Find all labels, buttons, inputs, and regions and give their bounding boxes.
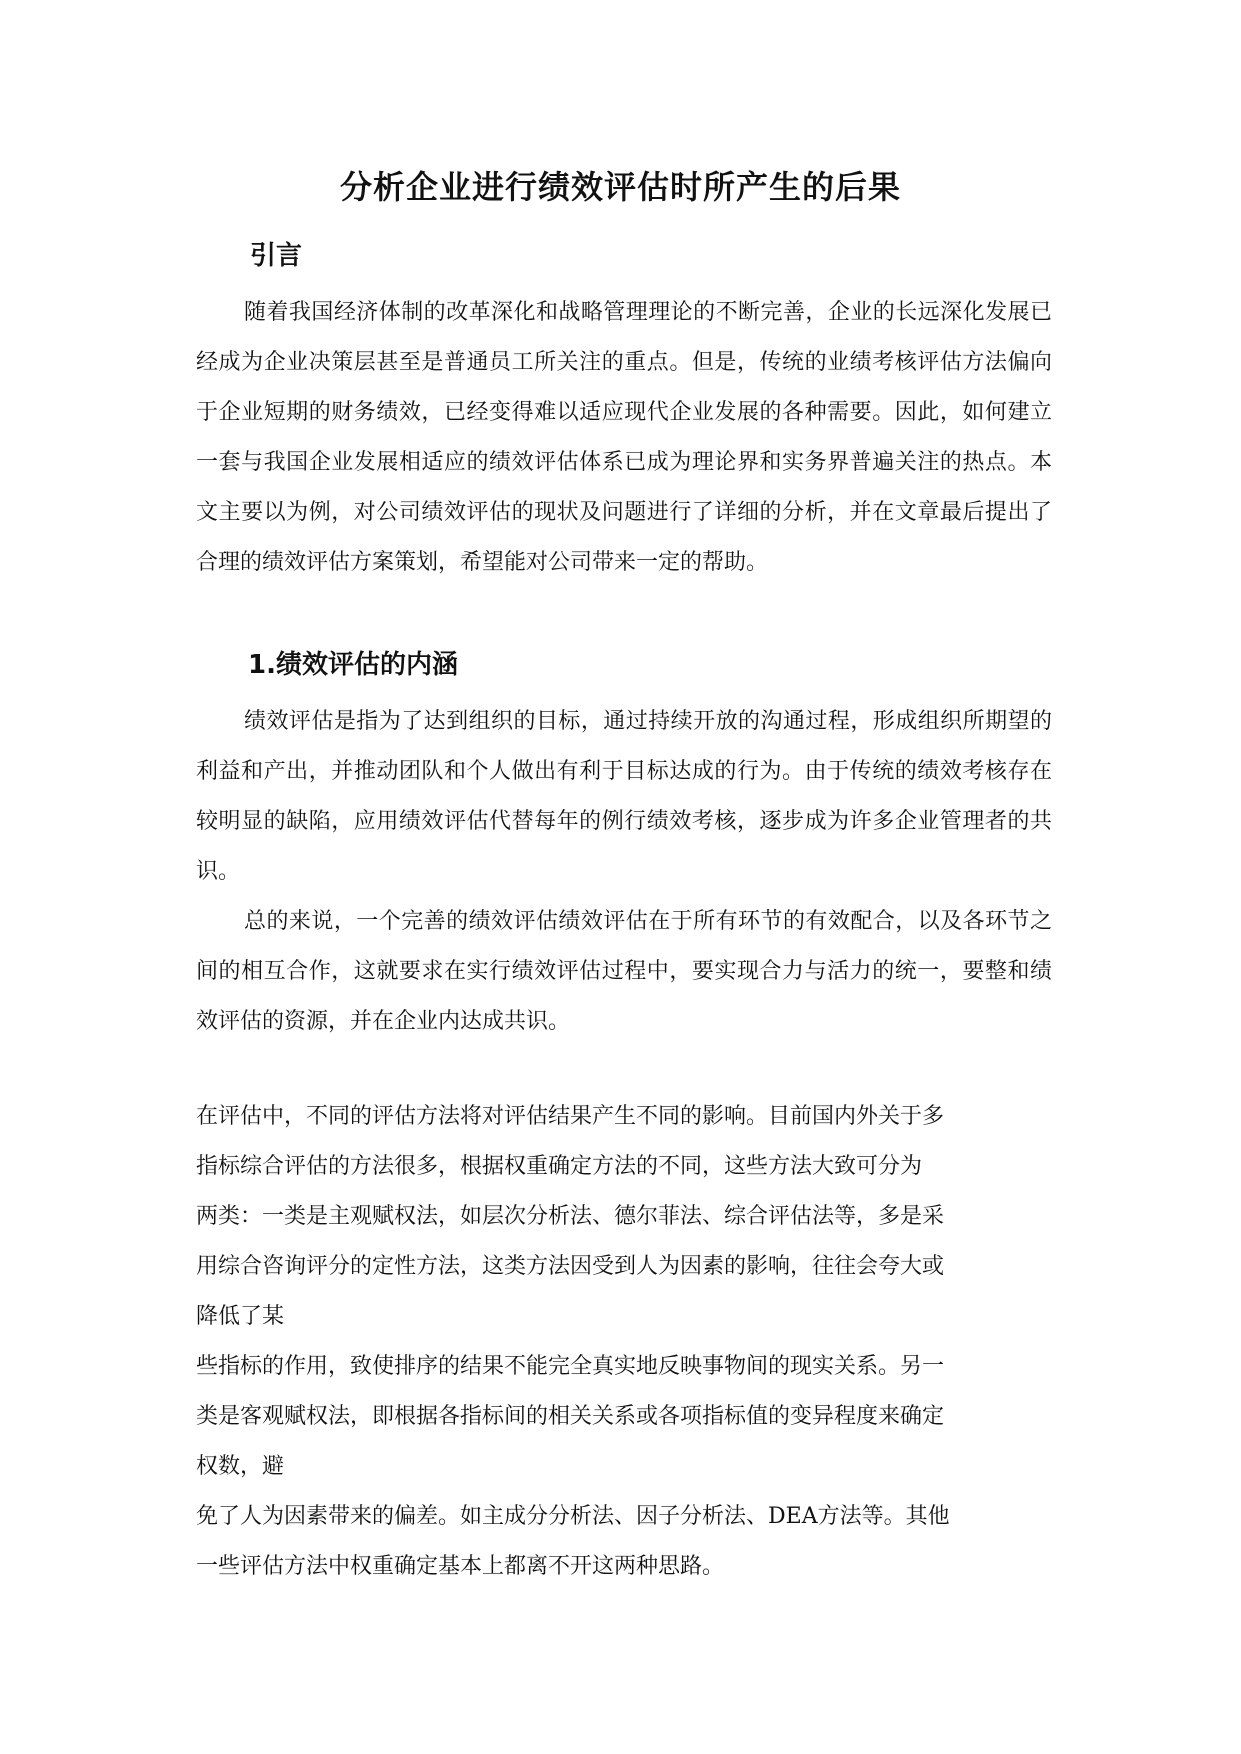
intro-paragraph: 随着我国经济体制的改革深化和战略管理理论的不断完善，企业的长远深化发展已经成为企业决策层甚至是普通员工所关注的重点。但是，传统的业绩考核评估方法偏向于企业短期的财务绩效，已经变得难以适应现代企业发展的各种需要。因此，如何建立一套与我国企业发展相适应的绩效评估体系已成为理论界和实务界普遍关注的热点。本文主要以为例，对公司绩效评估的现状及问题进行了详细的分析，并在文章最后提出了合理的绩效评估方案策划，希望能对公司带来一定的帮助。 [196,300,1052,575]
intro-heading: 引言 [250,241,303,271]
section-1-heading: 1.绩效评估的内涵 [248,650,458,680]
methods-line: 用综合咨询评分的定性方法，这类方法因受到人为因素的影响，往往会夸大或 [196,1254,945,1279]
methods-line: 些指标的作用，致使排序的结果不能完全真实地反映事物间的现实关系。另一 [196,1354,945,1379]
section-1-paragraph-definition: 绩效评估是指为了达到组织的目标，通过持续开放的沟通过程，形成组织所期望的利益和产出，并推动团队和个人做出有利于目标达成的行为。由于传统的绩效考核存在较明显的缺陷，应用绩效评估代替每年的例行绩效考核，逐步成为许多企业管理者的共识。 [196,709,1052,884]
document-title: 分析企业进行绩效评估时所产生的后果 [339,168,901,206]
methods-line: 两类：一类是主观赋权法，如层次分析法、德尔菲法、综合评估法等，多是采 [196,1204,945,1229]
methods-line: 权数，避 [196,1454,285,1479]
methods-line: 降低了某 [196,1304,285,1329]
methods-line: 指标综合评估的方法很多，根据权重确定方法的不同，这些方法大致可分为 [196,1154,923,1179]
methods-line: 类是客观赋权法，即根据各指标间的相关关系或各项指标值的变异程度来确定 [196,1404,945,1429]
methods-line: 一些评估方法中权重确定基本上都离不开这两种思路。 [196,1554,725,1579]
methods-paragraph [196,1092,1052,1592]
section-1-paragraph-summary: 总的来说，一个完善的绩效评估绩效评估在于所有环节的有效配合，以及各环节之间的相互合作，这就要求在实行绩效评估过程中，要实现合力与活力的统一，要整和绩效评估的资源，并在企业内达成共识。 [196,909,1052,1034]
methods-line: 免了人为因素带来的偏差。如主成分分析法、因子分析法、DEA方法等。其他 [196,1504,950,1529]
methods-line: 在评估中，不同的评估方法将对评估结果产生不同的影响。目前国内外关于多 [196,1104,945,1129]
